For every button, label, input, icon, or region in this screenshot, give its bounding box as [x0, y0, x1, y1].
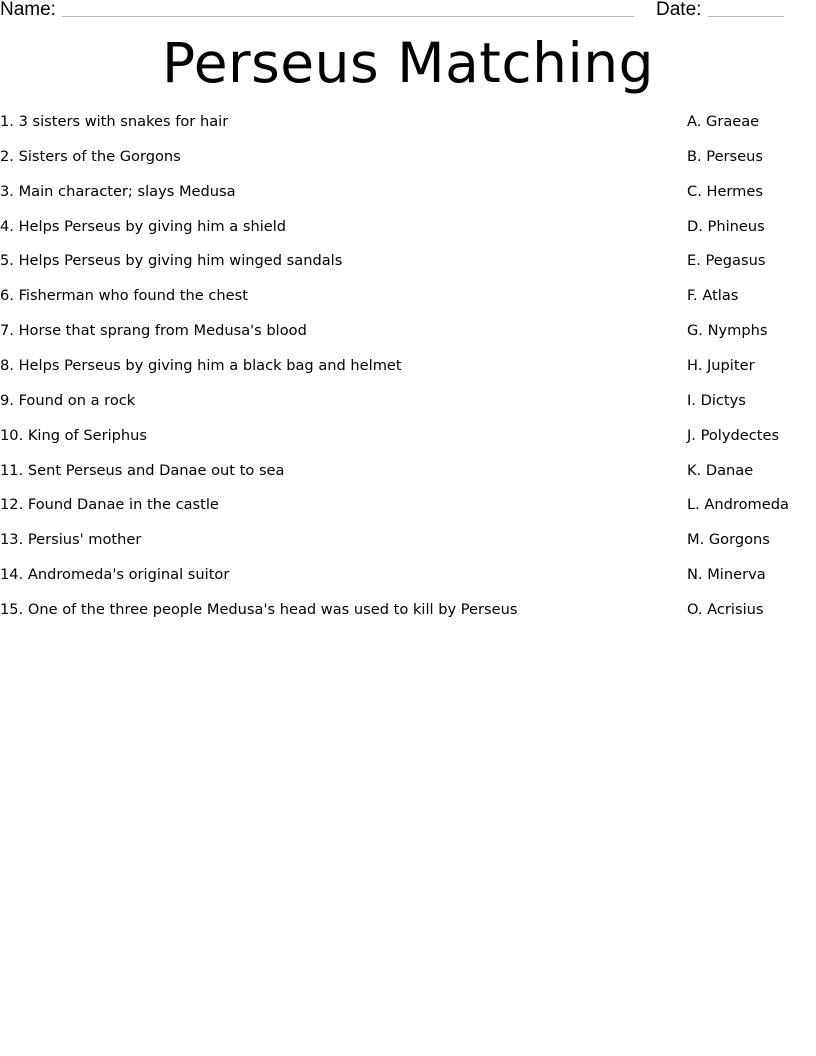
- answer-item: B. Perseus: [687, 147, 763, 165]
- answer-item: F. Atlas: [687, 287, 739, 305]
- header-row: [0, 0, 816, 24]
- clue-item: 3. Main character; slays Medusa: [0, 182, 236, 200]
- name-label: Name:: [0, 0, 56, 20]
- clue-item: 14. Andromeda's original suitor: [0, 566, 230, 584]
- answer-item: H. Jupiter: [687, 357, 755, 375]
- clue-item: 7. Horse that sprang from Medusa's blood: [0, 322, 307, 340]
- clue-item: 11. Sent Perseus and Danae out to sea: [0, 461, 285, 479]
- answer-item: J. Polydectes: [687, 426, 780, 444]
- name-line[interactable]: [62, 16, 634, 17]
- clue-item: 12. Found Danae in the castle: [0, 496, 219, 514]
- answer-list: [687, 111, 815, 634]
- answer-item: I. Dictys: [687, 391, 746, 409]
- clue-item: 5. Helps Perseus by giving him winged sandals: [0, 252, 343, 270]
- clue-item: 6. Fisherman who found the chest: [0, 287, 248, 305]
- date-line[interactable]: [708, 16, 784, 17]
- answer-item: E. Pegasus: [687, 252, 766, 270]
- answer-item: C. Hermes: [687, 182, 763, 200]
- date-label: Date:: [656, 0, 702, 20]
- clue-item: 13. Persius' mother: [0, 531, 142, 549]
- clue-item: 9. Found on a rock: [0, 391, 136, 409]
- clue-list: [0, 111, 660, 634]
- clue-item: 2. Sisters of the Gorgons: [0, 147, 181, 165]
- answer-item: K. Danae: [687, 461, 754, 479]
- answer-item: L. Andromeda: [687, 496, 789, 514]
- clue-item: 4. Helps Perseus by giving him a shield: [0, 217, 287, 235]
- clue-item: 10. King of Seriphus: [0, 426, 147, 444]
- answer-item: G. Nymphs: [687, 322, 768, 340]
- answer-item: A. Graeae: [687, 113, 760, 130]
- clue-item: 8. Helps Perseus by giving him a black bag and helmet: [0, 357, 402, 375]
- page-title: Perseus Matching: [161, 31, 655, 95]
- clue-item: 15. One of the three people Medusa's head was used to kill by Perseus: [0, 601, 518, 619]
- answer-item: D. Phineus: [687, 217, 765, 235]
- clue-item: 1. 3 sisters with snakes for hair: [0, 113, 229, 130]
- answer-item: O. Acrisius: [687, 601, 764, 619]
- answer-item: M. Gorgons: [687, 531, 770, 549]
- answer-item: N. Minerva: [687, 566, 766, 584]
